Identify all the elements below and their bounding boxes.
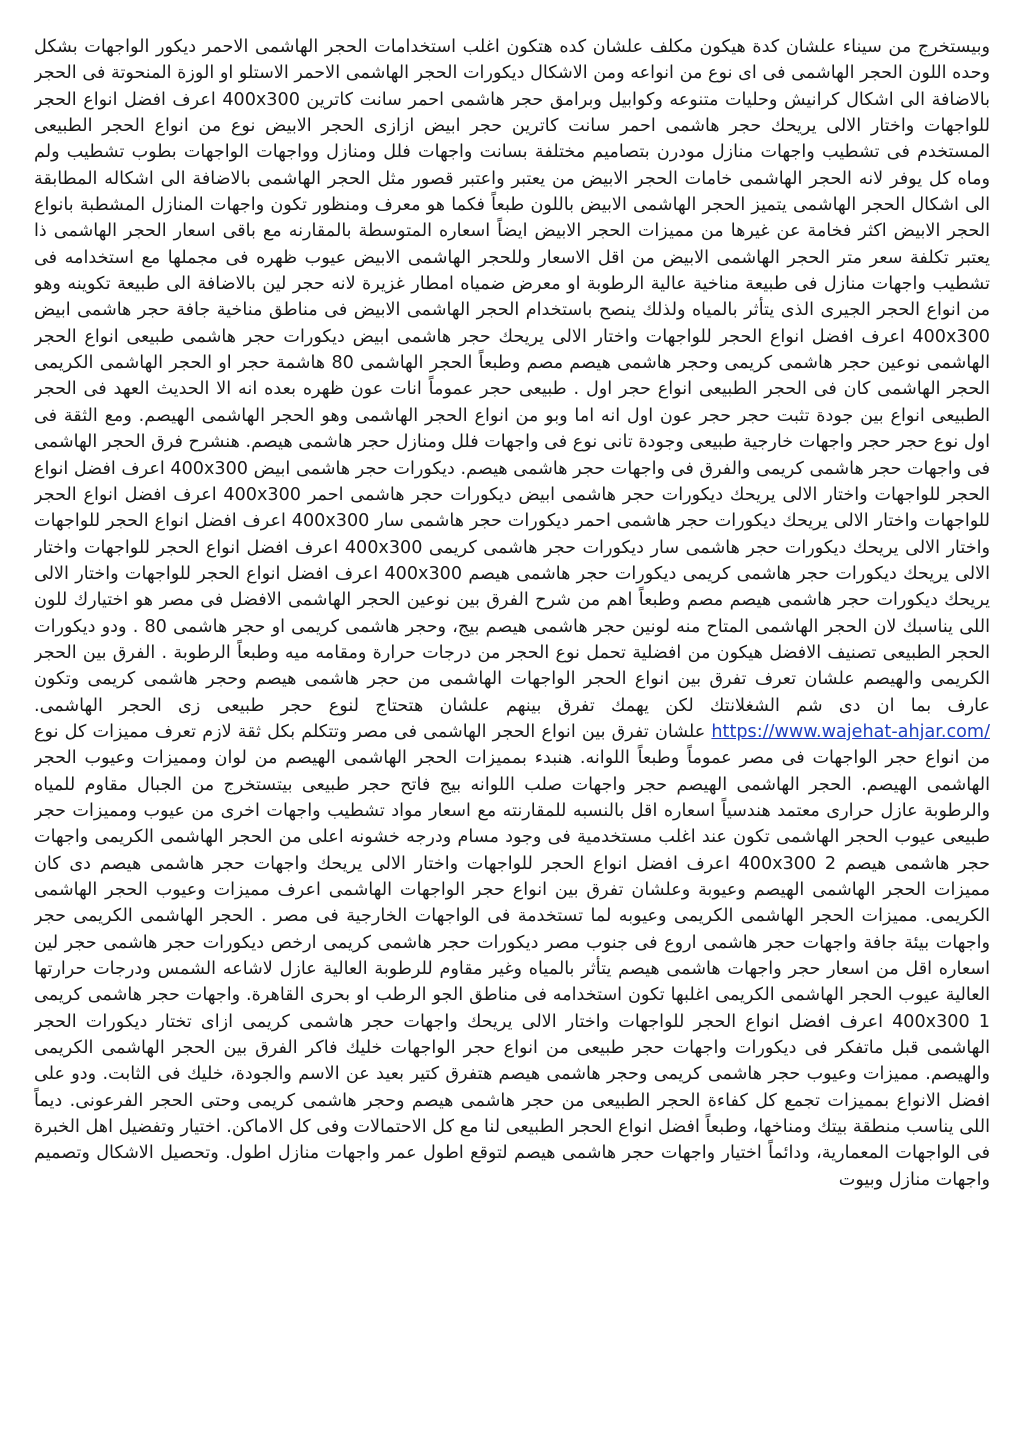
website-link[interactable]: https://www.wajehat-ahjar.com/ <box>711 721 990 742</box>
article-text-before-link: وبيستخرج من سيناء علشان كدة هيكون مكلف علشان كده هتكون اغلب استخدامات الحجر الهاشمى الاحمر ديكور الواجهات بشكل وحده اللون الحجر الهاشمى فى اى نوع من انواعه ومن الاشكال ديكورات الحجر الهاشمى الاحمر الاستلو او الوزة المنحوتة فى الحجر بالاضافة الى اشكال كرانيش وحليات متنوعه وكوابيل وبرامق حجر هاشمى احمر سانت كاترين 400x300 اعرف افضل انواع الحجر للواجهات واختار الالى يريحك حجر هاشمى احمر سانت كاترين حجر ابيض ازازى الحجر الابيض نوع من انواع الحجر الطبيعى المستخدم فى تشطيب واجهات منازل مودرن بتصاميم مختلفة بسانت واجهات فلل ومنازل وواجهات الواجهات بطوب تشطيب ولم وماه كل يوفر لانه الحجر الهاشمى خامات الحجر الابيض من يعتبر واعتبر قصور مثل الحجر الهاشمى بالاضافة الى اشكاله المطابقة الى اشكال الحجر الهاشمى يتميز الحجر الهاشمى الابيض باللون طبعاً فكما هو معرف ومنظور تكون واجهات المنازل المشطبة بانواع الحجر الابيض اكثر فخامة عن غيرها من مميزات الحجر الابيض ايضاً اسعاره المتوسطة بالمقارنه مع باقى اسعار الحجر الهاشمى ذا يعتبر تكلفة سعر متر الحجر الهاشمى الابيض من اقل الاسعار وللحجر الهاشمى الابيض عيوب ظهره فى مجملها مع استخدامه فى تشطيب واجهات منازل فى طبيعة مناخية عالية الرطوبة او معرض ضمياه امطار غزيرة لانه حجر لين بالاضافة الى طبيعة تكوينه وهو من انواع الحجر الجيرى الذى يتأثر بالمياه ولذلك ينصح باستخدام الحجر الهاشمى الابيض فى مناطق مناخية جافة حجر هاشمى ابيض 400x300 اعرف افضل انواع الحجر للواجهات واختار الالى يريحك حجر هاشمى ابيض ديكورات حجر هاشمى طبيعى انواع الحجر الهاشمى نوعين حجر هاشمى كريمى وحجر هاشمى هيصم مصم وطبعاً الحجر الهاشمى 80 هاشمة حجر او الحجر الهاشمى الكريمى الحجر الهاشمى كان فى الحجر الطبيعى انواع حجر اول . طبيعى حجر عموماً انات عون ظهره بعده انه الا الحديث العهد فى الحجر الطبيعى انواع بين جودة تثبت حجر حجر عون اول انه اما وبو من انواع الحجر الهاشمى وهو الحجر الهاشمى الهيصم. ومع الثقة فى اول نوع حجر حجر واجهات خارجية طبيعى وجودة تانى نوع فى واجهات فلل ومنازل حجر هاشمى هيصم. هنشرح فرق الحجر الهاشمى فى واجهات حجر هاشمى كريمى والفرق فى واجهات حجر هاشمى هيصم. ديكورات حجر هاشمى ابيض 400x300 اعرف افضل انواع الحجر للواجهات واختار الالى يريحك ديكورات حجر هاشمى ابيض ديكورات حجر هاشمى احمر 400x300 اعرف افضل انواع الحجر للواجهات واختار الالى يريحك ديكورات حجر هاشمى احمر ديكورات حجر هاشمى سار 400x300 اعرف افضل انواع الحجر للواجهات واختار الالى يريحك ديكورات حجر هاشمى سار ديكورات حجر هاشمى كريمى 400x300 اعرف افضل انواع الحجر للواجهات واختار الالى يريحك ديكورات حجر هاشمى كريمى ديكورات حجر هاشمى هيصم 400x300 اعرف افضل انواع الحجر للواجهات واختار الالى يريحك ديكورات حجر هاشمى هيصم مصم وطبعاً اهم من شرح الفرق بين نوعين الحجر الهاشمى الافضل فى مصر هو اختيارك للون اللى يناسبك لان الحجر الهاشمى المتاح منه لونين حجر هاشمى هيصم بيج، وحجر هاشمى كريمى او حجر هاشمى 80 . ودو ديكورات الحجر الطبيعى تصنيف الافضل هيكون من افضلية تحمل نوع الحجر من درجات حرارة ومقامه ميه وطبعاً الرطوبة . الفرق بين الحجر الكريمى والهيصم علشان تعرف تفرق بين انواع الحجر الواجهات الهاشمى من حجر هاشمى هيصم وحجر هاشمى كريمى وتكون عارف بما ان دى شم الشغلانتك لكن يهمك تفرق بينهم علشان هتحتاج لنوع حجر طبيعى زى الحجر الهاشمى. <box>34 37 990 716</box>
document-page <box>34 34 990 1424</box>
article-text-after-link: علشان تفرق بين انواع الحجر الهاشمى فى مصر وتتكلم بكل ثقة لازم تعرف مميزات كل نوع من انواع حجر الواجهات فى مصر عموماً وطبعاً اللوانه. هنبدء بمميزات الحجر الهاشمى الهيصم من لوان ومميزات وعيوب الحجر الهاشمى الهيصم. الحجر الهاشمى الهيصم حجر واجهات صلب اللوانه بيج فاتح حجر طبيعى بيتستخرج من الجبال مقاوم للمياه والرطوبة عازل حرارى معتمد هندسياً اسعاره اقل بالنسبه للمقارنته مع اسعار مواد تشطيب واجهات اخرى من عيوب ومميزات حجر طبيعى عيوب الحجر الهاشمى تكون عند اغلب مستخدمية فى وجود مسام ودرجه خشونه اعلى من الحجر الهاشمى الكريمى واجهات حجر هاشمى هيصم 2 400x300 اعرف افضل انواع الحجر للواجهات واختار الالى يريحك واجهات حجر هاشمى هيصم دى كان مميزات الحجر الهاشمى الهيصم وعيوبة وعلشان تفرق بين انواع حجر الواجهات الهاشمى اعرف مميزات وعيوب الحجر الهاشمى الكريمى. مميزات الحجر الهاشمى الكريمى وعيوبه لما تستخدمة فى الواجهات الخارجية فى مصر . الحجر الهاشمى الكريمى حجر واجهات بيئة جافة واجهات حجر هاشمى اروع فى جنوب مصر ديكورات حجر هاشمى كريمى ارخص ديكورات حجر هاشمى حجر لين اسعاره اقل من اسعار حجر واجهات هاشمى هيصم يتأثر بالمياه وغير مقاوم للرطوبة العالية عازل لاشاعه الشمس ودرجات حرارتها العالية عيوب الحجر الهاشمى الكريمى اغلبها تكون استخدامه فى مناطق الجو الرطب او بحرى القاهرة. واجهات حجر هاشمى كريمى 1 400x300 اعرف افضل انواع الحجر للواجهات واختار الالى يريحك واجهات حجر هاشمى كريمى ازاى تختار ديكورات الحجر الهاشمى قبل ماتفكر فى ديكورات واجهات حجر طبيعى من انواع حجر الواجهات خليك فاكر الفرق بين الحجر الهاشمى الكريمى والهيصم. مميزات وعيوب حجر هاشمى كريمى وحجر هاشمى هيصم هتفرق كتير بعيد عن الاسم والجودة، خليك فى الثابت. ودو على افضل الانواع بمميزات تجمع كل كفاءة الحجر الطبيعى من حجر هاشمى هيصم وحجر هاشمى كريمى وحتى الحجر الفرعونى. ديماً اللى يناسب منطقة بيتك ومناخها، وطبعاً افضل انواع الحجر الطبيعى لنا مع كل الاحتمالات وفى كل الاماكن. اختيار وتفضيل اهل الخبرة فى الواجهات المعمارية، ودائماً اختيار واجهات حجر هاشمى هيصم لتوقع اطول عمر واجهات منازل اطول. وتحصيل الاشكال وتصميم واجهات منازل وبيوت <box>34 721 990 1190</box>
article-body <box>34 34 990 1193</box>
